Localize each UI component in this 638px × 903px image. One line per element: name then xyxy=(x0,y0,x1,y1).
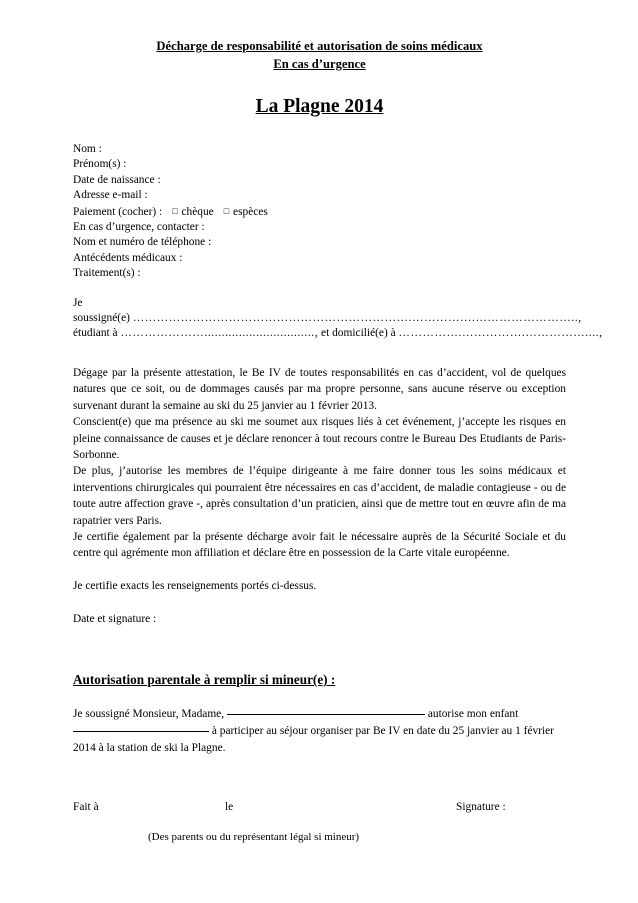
field-nom: Nom : xyxy=(73,143,102,155)
parental-parent-name-blank[interactable] xyxy=(227,714,425,715)
declaration-etudiant-row xyxy=(73,326,603,341)
field-urgence-contacter: En cas d’urgence, contacter : xyxy=(73,221,205,234)
document-title-line-1 xyxy=(73,38,566,55)
declaration-soussigne-row xyxy=(73,311,582,326)
checkbox-especes-icon[interactable]: □ xyxy=(223,205,230,216)
certification-text: Je certifie exacts les renseignements portés ci-dessus. xyxy=(73,580,317,593)
parental-paragraph xyxy=(73,706,566,757)
parental-child-name-blank[interactable] xyxy=(73,731,209,732)
parental-section-heading xyxy=(73,671,566,689)
declaration-domicilie-blank[interactable]: …………….…………….……………...., xyxy=(398,327,603,340)
document-title-line-1-text: Décharge de responsabilité et autorisation de soins médicaux xyxy=(156,39,483,53)
declaration-etudiant-label: étudiant à xyxy=(73,327,118,340)
declaration-soussigne-blank[interactable]: …………………………………………………………….…………….…………………….., xyxy=(132,312,582,325)
document-body xyxy=(73,0,603,845)
body-text-block xyxy=(73,365,566,562)
form-field-list xyxy=(73,142,566,282)
document-title-line-2 xyxy=(73,56,566,73)
signature-caption: (Des parents ou du représentant légal si mineur) xyxy=(148,831,360,844)
field-paiement-label: Paiement (cocher) : xyxy=(73,205,163,218)
field-paiement-cheque-label: chèque xyxy=(181,205,214,218)
paragraph-degage: Dégage par la présente attestation, le Be IV de toutes responsabilités en cas d’accident, vol de quelques natures que ce soit, ou de dommages causés par ma propre personne, sans aucune réserve ou exception survenant durant la semaine au ski du 25 janvier au 1 février 2013. xyxy=(73,366,566,412)
date-signature-label: Date et signature : xyxy=(73,612,157,625)
signature-row xyxy=(73,799,566,815)
signature-label: Signature : xyxy=(456,801,506,814)
field-date-naissance: Date de naissance : xyxy=(73,173,161,186)
checkbox-cheque-icon[interactable]: □ xyxy=(172,205,178,216)
declaration-domicilie-label: et domicilié(e) à xyxy=(321,327,396,340)
field-prenom: Prénom(s) : xyxy=(73,158,127,171)
fait-a-label: Fait à xyxy=(73,801,99,814)
paragraph-conscient: Conscient(e) que ma présence au ski me soumet aux risques liés à cet événement, j’accepte les risques en pleine connaissance de causes et je déclare renoncer à tout recours contre le Bureau Des Etudiants de Paris-Sorbonne. xyxy=(73,416,566,461)
field-traitements: Traitement(s) : xyxy=(73,267,141,280)
declaration-etudiant-blank[interactable]: …………………................................, xyxy=(120,327,319,340)
field-adresse-email: Adresse e-mail : xyxy=(73,189,148,202)
parental-text-part-3: à participer au séjour organiser par Be IV en date du 25 janvier au 1 février 2014 à la station de ski la Plagne. xyxy=(73,725,554,755)
field-antecedents-medicaux: Antécédents médicaux : xyxy=(73,251,183,264)
parental-section-heading-text: Autorisation parentale à remplir si mineur(e) : xyxy=(73,672,336,688)
le-label: le xyxy=(225,801,234,814)
declaration-block xyxy=(73,296,603,342)
parental-text-part-1: Je soussigné Monsieur, Madame, xyxy=(73,708,225,721)
paragraph-certifie-egalement: Je certifie également par la présente décharge avoir fait le nécessaire auprès de la Sécurité Sociale et du centre qui agrémente mon affiliation et déclare être en possession de la Carte vitale européenne. xyxy=(73,530,566,560)
paragraph-de-plus: De plus, j’autorise les membres de l’équipe dirigeante à me faire donner tous les soins médicaux et interventions chirurgicales qui pourraient être nécessaires en cas d’accident, de maladie contagieuse - ou de toute autre affection grave -, après consultation d’un praticien, ainsi que de mettre tout en œuvre afin de ma rapatrier vers Paris. xyxy=(73,465,566,527)
main-title xyxy=(73,94,566,120)
field-paiement xyxy=(73,204,566,220)
main-title-text: La Plagne 2014 xyxy=(255,96,384,117)
field-nom-telephone: Nom et numéro de téléphone : xyxy=(73,236,212,249)
declaration-soussigne-label: soussigné(e) xyxy=(73,312,130,325)
parental-text-part-2: autorise mon enfant xyxy=(427,708,519,721)
document-title-line-2-text: En cas d’urgence xyxy=(273,57,366,71)
declaration-je: Je xyxy=(73,296,83,309)
field-paiement-especes-label: espèces xyxy=(233,205,268,218)
